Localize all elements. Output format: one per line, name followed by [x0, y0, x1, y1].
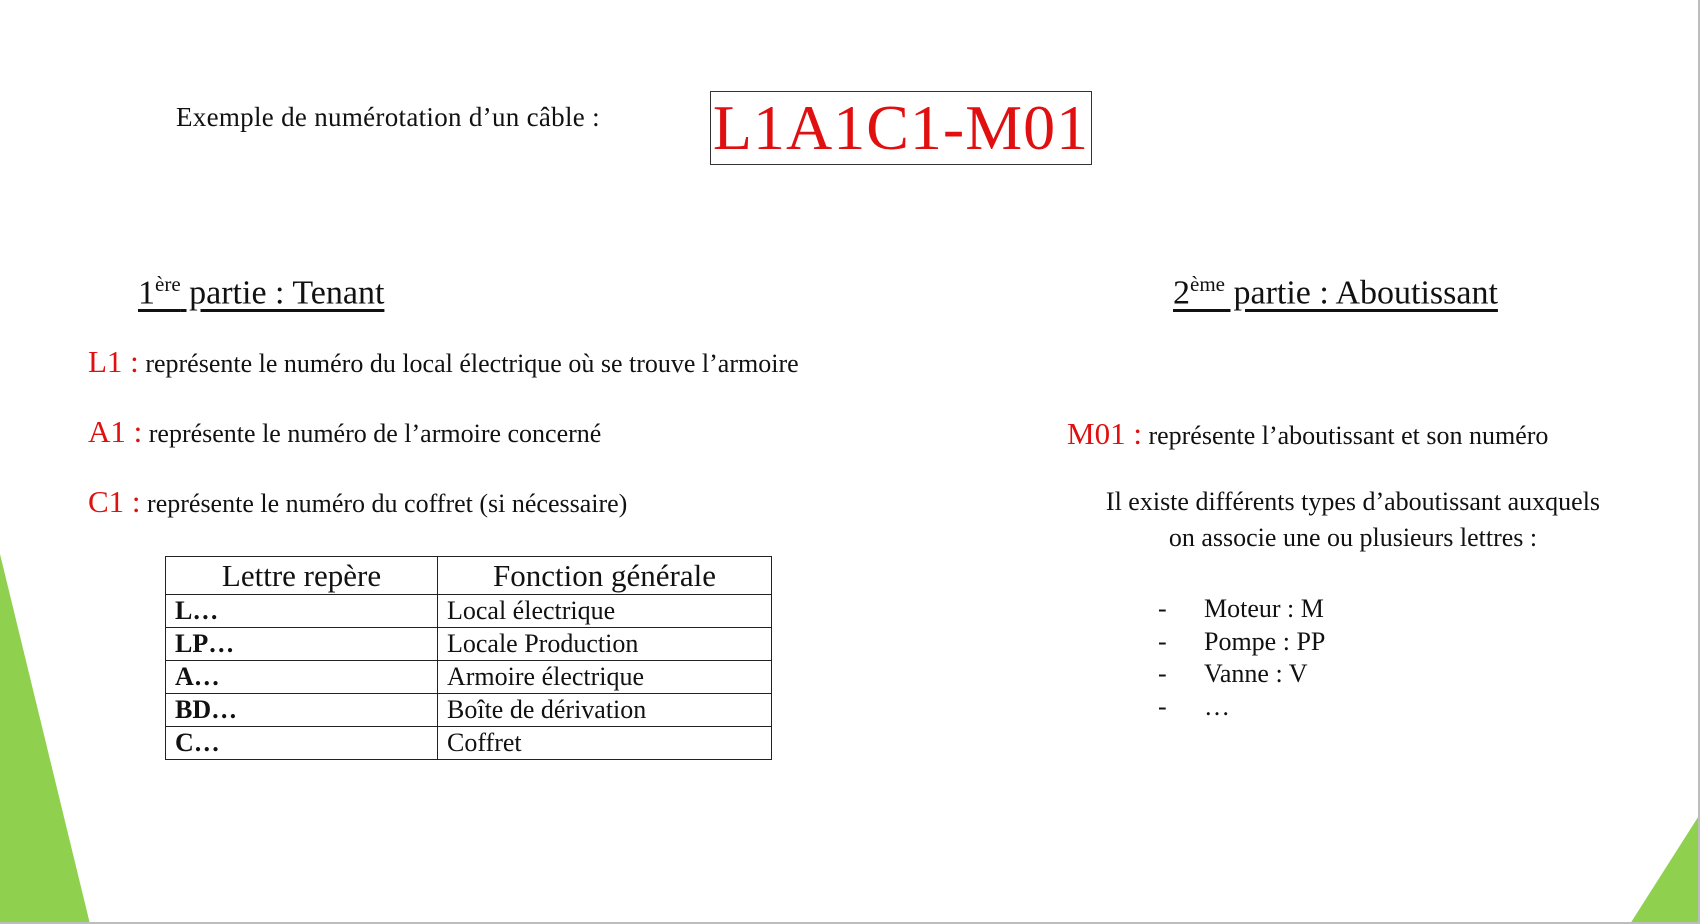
cable-code: L1A1C1-M01 — [712, 92, 1090, 163]
intro-line-2: on associe une ou plusieurs lettres : — [1168, 523, 1538, 552]
definition-code: M01 : — [1067, 416, 1142, 451]
list-dash: - — [1158, 691, 1167, 721]
definition-a1 — [88, 414, 601, 450]
list-item-text: Moteur : M — [1204, 594, 1324, 623]
list-dash: - — [1158, 626, 1167, 656]
table-cell-letter: C… — [166, 727, 438, 760]
definition-c1 — [88, 484, 627, 520]
heading-aboutissant — [1173, 272, 1498, 312]
definition-text: représente le numéro de l’armoire concerné — [142, 419, 602, 448]
definition-text: représente le numéro du coffret (si nécessaire) — [140, 489, 628, 518]
cable-code-box — [710, 91, 1092, 165]
table-cell-function: Coffret — [438, 727, 772, 760]
definition-text: représente l’aboutissant et son numéro — [1141, 421, 1549, 450]
table-row — [166, 694, 772, 727]
table-row — [166, 628, 772, 661]
table-row — [166, 595, 772, 628]
list-item-text: Vanne : V — [1204, 659, 1308, 688]
aboutissant-types-intro — [1030, 484, 1676, 556]
table-cell-function: Armoire électrique — [438, 661, 772, 694]
list-dash: - — [1158, 659, 1167, 688]
definition-code: C1 : — [88, 484, 141, 519]
list-item-text: Pompe : PP — [1204, 626, 1326, 656]
green-accent-shape-right — [1630, 814, 1700, 924]
definition-l1 — [88, 344, 799, 380]
table-header-function: Fonction générale — [438, 557, 772, 595]
table-cell-letter: L… — [166, 595, 438, 628]
list-item-text: … — [1204, 691, 1230, 721]
heading-tenant-superscript: ère — [155, 272, 181, 296]
table-cell-letter: A… — [166, 661, 438, 694]
table-header-row — [166, 557, 772, 595]
definition-code: L1 : — [88, 344, 139, 379]
definition-code: A1 : — [88, 414, 143, 449]
list-dash: - — [1158, 594, 1167, 623]
table-cell-letter: LP… — [166, 628, 438, 661]
heading-aboutissant-text: partie : Aboutissant — [1224, 274, 1498, 312]
example-label: Exemple de numérotation d’un câble : — [176, 102, 600, 132]
table-header-letter: Lettre repère — [166, 557, 438, 595]
heading-aboutissant-number: 2 — [1173, 274, 1190, 312]
heading-tenant — [138, 272, 384, 312]
letter-reference-table — [165, 556, 772, 760]
definition-m01 — [1067, 416, 1548, 452]
table-cell-function: Local électrique — [438, 595, 772, 628]
table-row — [166, 727, 772, 760]
table-cell-letter: BD… — [166, 694, 438, 727]
table-row — [166, 661, 772, 694]
heading-aboutissant-superscript: ème — [1190, 272, 1225, 296]
intro-line-1: Il existe différents types d’aboutissant auxquels — [1105, 487, 1601, 516]
table-cell-function: Locale Production — [438, 628, 772, 661]
green-accent-shape-left — [0, 554, 90, 924]
definition-text: représente le numéro du local électrique où se trouve l’armoire — [138, 349, 799, 378]
table-cell-function: Boîte de dérivation — [438, 694, 772, 727]
heading-tenant-number: 1 — [138, 274, 155, 312]
heading-tenant-text: partie : Tenant — [180, 274, 385, 312]
